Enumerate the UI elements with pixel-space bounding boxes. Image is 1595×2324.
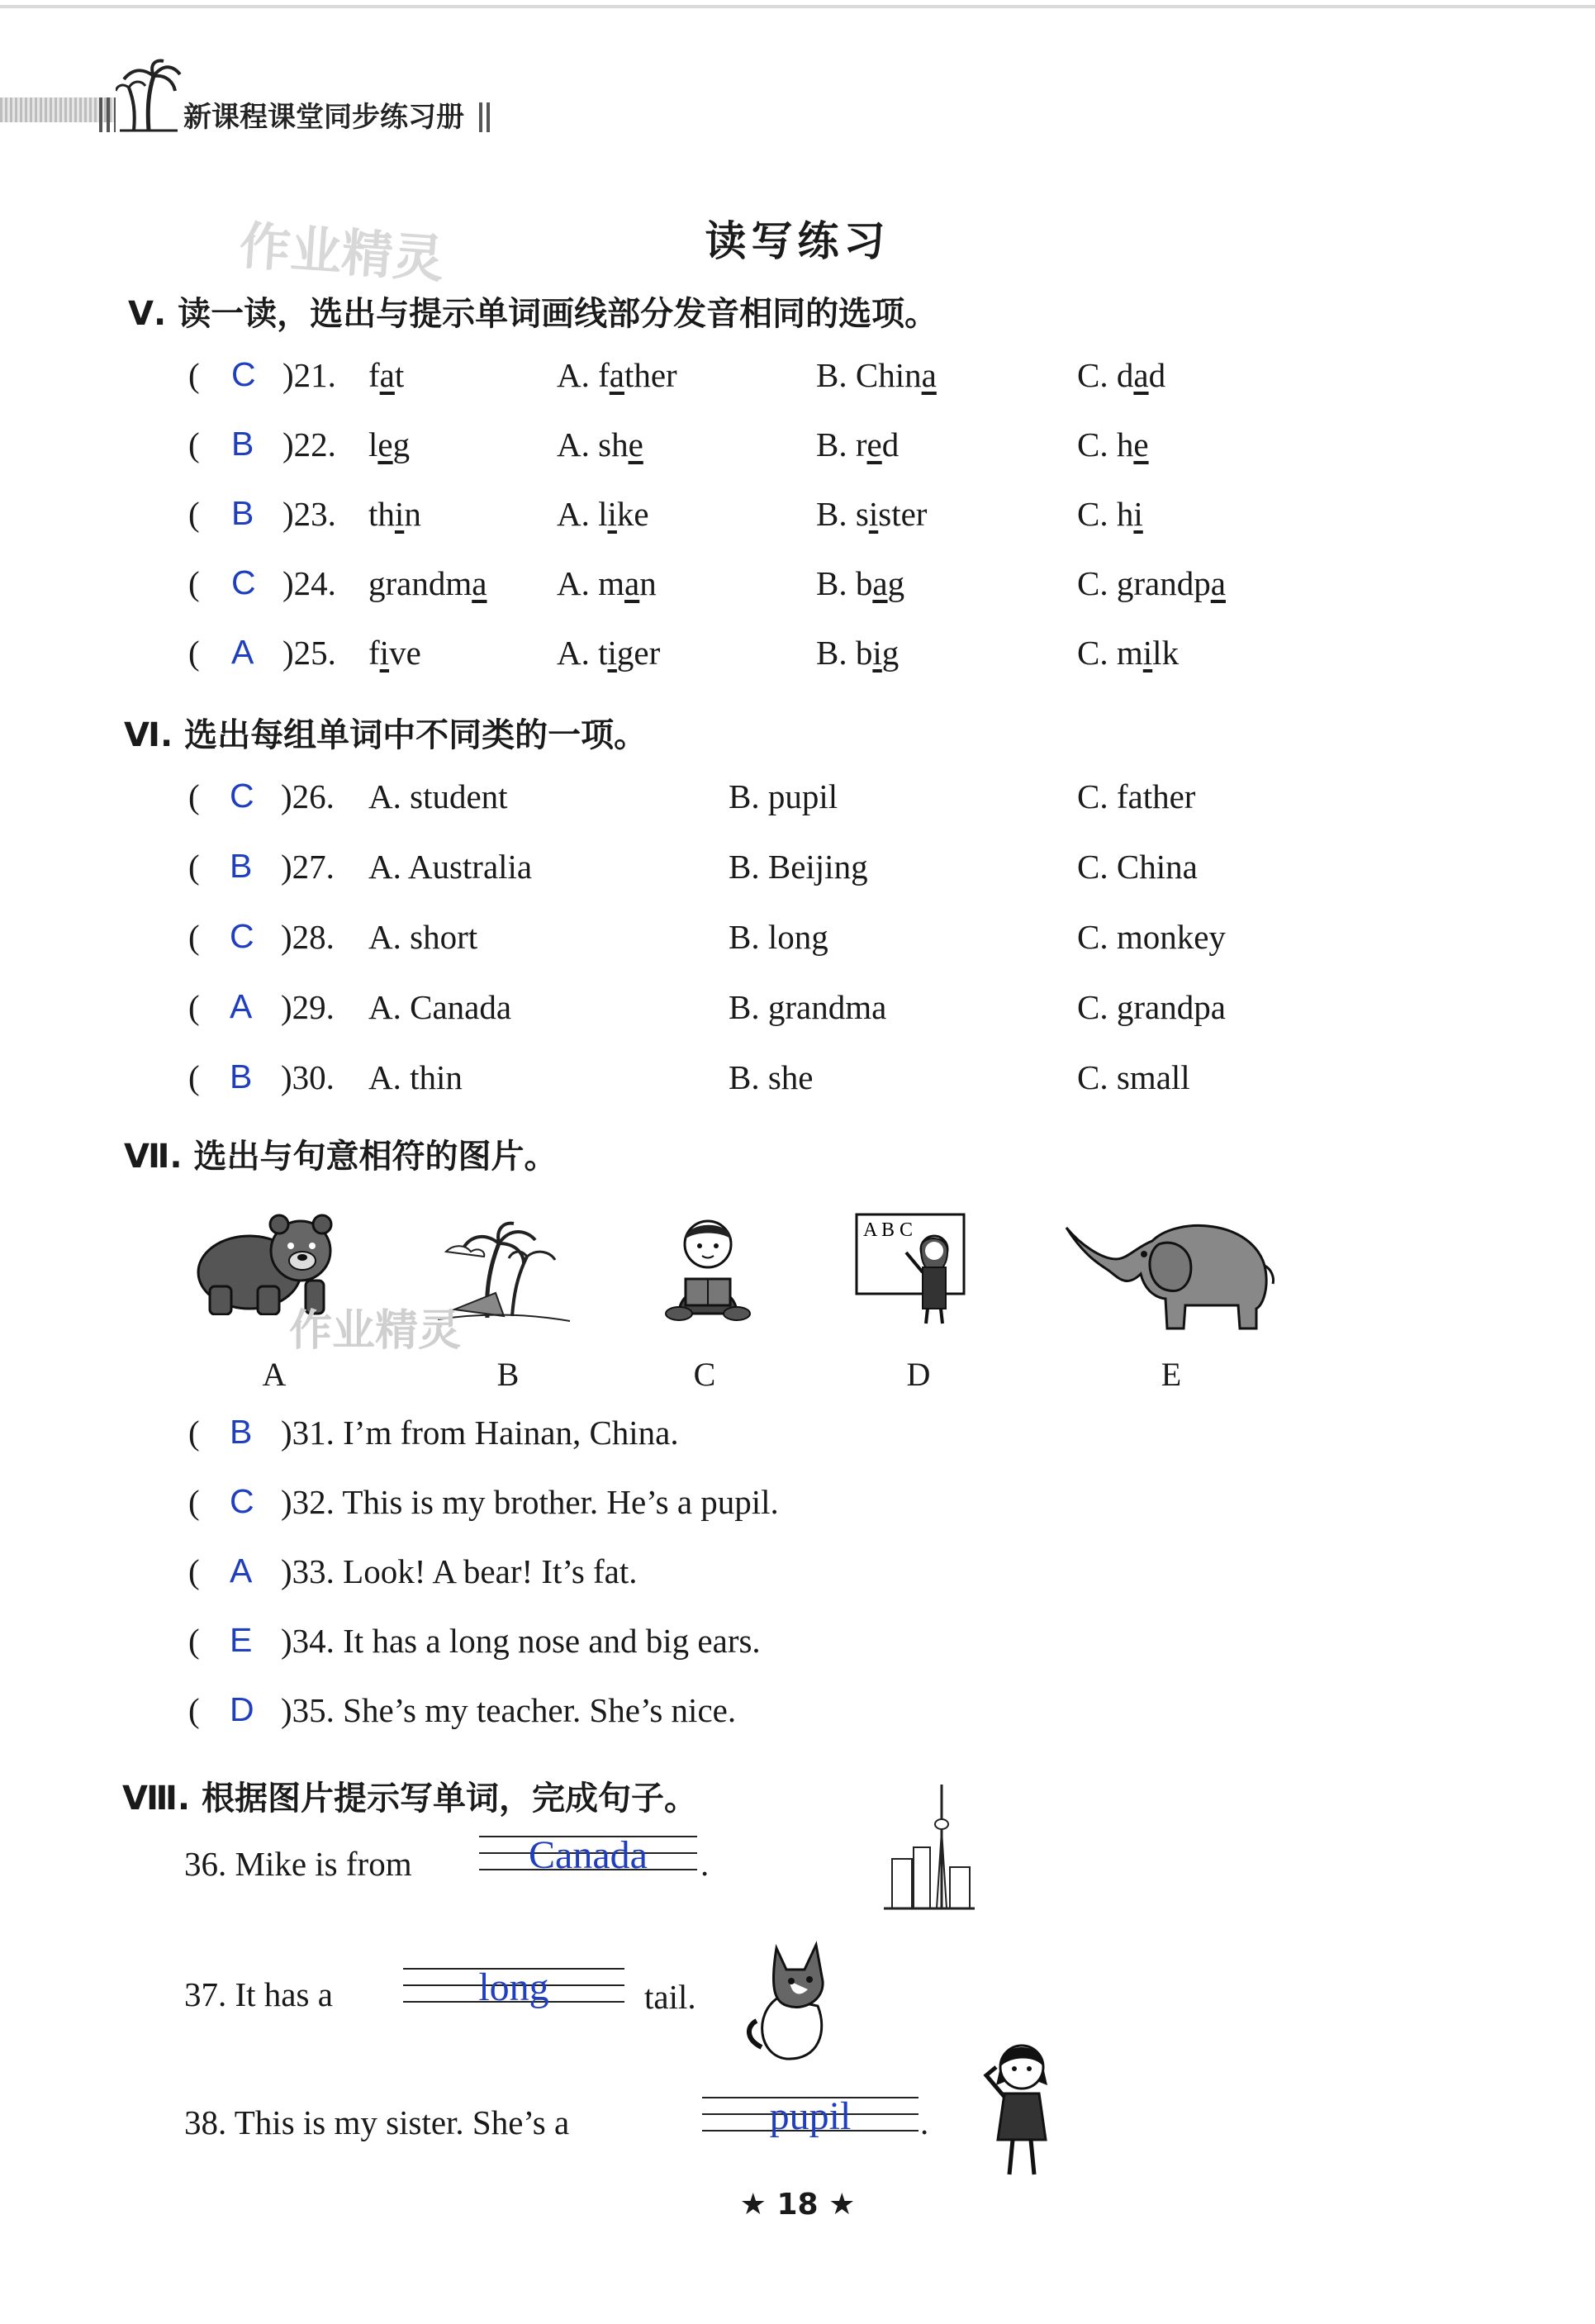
answer-letter[interactable]: A (230, 987, 253, 1025)
option-b: B. red (816, 425, 900, 463)
answer-letter[interactable]: C (230, 777, 254, 815)
option-a: A. she (557, 425, 643, 463)
question-text: )33. Look! A bear! It’s fat. (281, 1552, 638, 1590)
answer-letter[interactable]: C (231, 355, 256, 393)
part8-heading: Ⅷ. 根据图片提示写单词，完成句子。 (122, 1780, 698, 1818)
option-c: C. hi (1077, 495, 1143, 533)
section-title: 读写练习 (705, 217, 890, 265)
page-number: ★ 18 ★ (739, 2188, 856, 2222)
option-c: C. monkey (1077, 918, 1226, 956)
part6-heading: Ⅵ. 选出每组单词中不同类的一项。 (124, 716, 648, 754)
option-a: A. tiger (557, 634, 661, 672)
prompt-word-text: fat (368, 356, 405, 394)
prompt-word (368, 494, 421, 534)
q38-answer: pupil (769, 2094, 852, 2138)
option-b-word: bag (855, 564, 905, 602)
option-c-word: milk (1116, 634, 1180, 672)
answer-letter[interactable]: B (231, 494, 254, 532)
option-a-word: she (598, 425, 643, 463)
q36-answer: Canada (529, 1833, 648, 1877)
option-c-word-underlined: a (1133, 356, 1149, 394)
option-a: A. father (557, 356, 677, 394)
question-number: )23. (282, 495, 336, 533)
question-number: )27. (281, 848, 335, 886)
paren-open: ( (188, 356, 200, 394)
option-a: A. short (368, 918, 478, 956)
question-number: )21. (282, 356, 336, 394)
option-c-word: he (1116, 425, 1149, 463)
answer-letter[interactable]: B (230, 1057, 253, 1095)
watermark: 作业精灵 (237, 215, 446, 290)
option-a-word: tiger (598, 634, 661, 672)
option-b-word-underlined: a (872, 564, 888, 602)
option-b: B. big (816, 634, 900, 672)
option-b-word: red (855, 425, 900, 463)
prompt-word-text: grandma (368, 564, 487, 602)
answer-letter[interactable]: B (230, 847, 253, 885)
option-c: C. China (1077, 848, 1198, 886)
header-ticks (99, 97, 116, 132)
option-b-word-underlined: i (872, 634, 882, 672)
answer-letter[interactable]: A (231, 633, 254, 671)
option-a-word-underlined: i (607, 634, 617, 672)
option-c-word-underlined: e (1133, 425, 1149, 463)
girl-salute-icon (976, 2034, 1067, 2183)
paren-open: ( (188, 988, 200, 1026)
option-a-word: man (598, 564, 657, 602)
prompt-word-text-underlined: i (394, 495, 405, 533)
picture-label-b: B (496, 1356, 520, 1393)
header-bar (0, 97, 116, 122)
paren-open: ( (188, 918, 200, 956)
prompt-word-text: five (368, 634, 421, 672)
q36-answer-blank[interactable] (479, 1833, 697, 1877)
header-ticks-right (479, 102, 494, 132)
header-title: 新课程课堂同步练习册 (183, 101, 464, 134)
answer-letter[interactable]: C (230, 917, 254, 955)
paren-open: ( (188, 777, 200, 815)
answer-letter[interactable]: C (230, 1482, 254, 1520)
question-text: )31. I’m from Hainan, China. (281, 1414, 679, 1452)
question-number: )29. (281, 988, 335, 1026)
question-number: )26. (281, 777, 335, 815)
prompt-word-text-underlined: a (472, 564, 487, 602)
question-text: )34. It has a long nose and big ears. (281, 1622, 761, 1660)
option-a: A. like (557, 495, 649, 533)
option-b: B. she (729, 1058, 814, 1096)
prompt-word (368, 563, 487, 603)
option-c-word-underlined: a (1210, 564, 1226, 602)
part5-heading: Ⅴ. 读一读，选出与提示单词画线部分发音相同的选项。 (128, 295, 938, 333)
option-b-word-underlined: i (868, 495, 879, 533)
q37-answer-blank[interactable] (403, 1965, 624, 2009)
option-c-word: dad (1116, 356, 1166, 394)
question-number: )22. (282, 425, 336, 463)
option-a: A. Canada (368, 988, 512, 1026)
answer-letter[interactable]: D (230, 1690, 254, 1728)
question-number: )24. (282, 564, 336, 602)
q36-end: . (700, 1845, 710, 1883)
option-a: A. Australia (368, 848, 533, 886)
option-b: B. Beijing (729, 848, 868, 886)
paren-open: ( (188, 495, 200, 533)
top-border (0, 5, 1595, 8)
paren-open: ( (188, 634, 200, 672)
prompt-word-text: thin (368, 495, 421, 533)
question-text: )32. This is my brother. He’s a pupil. (281, 1483, 779, 1521)
question-number: )25. (282, 634, 336, 672)
picture-label-c: C (693, 1356, 716, 1393)
option-a-word-underlined: a (624, 564, 640, 602)
paren-open: ( (188, 848, 200, 886)
picture-label-e: E (1161, 1356, 1182, 1393)
option-b: B. bag (816, 564, 905, 602)
prompt-word-text-underlined: a (379, 356, 395, 394)
question-number: )30. (281, 1058, 335, 1096)
question-text: )35. She’s my teacher. She’s nice. (281, 1691, 737, 1729)
q37-end: tail. (644, 1978, 696, 2016)
prompt-word-text-underlined: e (377, 425, 393, 463)
option-c-word: grandpa (1116, 564, 1226, 602)
option-b: B. grandma (729, 988, 887, 1026)
q36-text: 36. Mike is from (184, 1845, 412, 1883)
paren-open: ( (188, 1483, 200, 1521)
option-c: C. small (1077, 1058, 1190, 1096)
q38-text: 38. This is my sister. She’s a (184, 2103, 570, 2141)
option-a: A. student (368, 777, 508, 815)
option-b-word-underlined: a (921, 356, 937, 394)
cat-icon (745, 1940, 836, 2064)
paren-open: ( (188, 564, 200, 602)
part7-heading: Ⅶ. 选出与句意相符的图片。 (124, 1138, 558, 1176)
option-c-word-underlined: i (1133, 495, 1143, 533)
paren-open: ( (188, 1691, 200, 1729)
paren-open: ( (188, 425, 200, 463)
option-b-word: China (855, 356, 937, 394)
teacher-board-icon (855, 1213, 967, 1325)
picture-label-d: D (906, 1356, 931, 1393)
option-b-word-underlined: e (866, 425, 882, 463)
paren-open: ( (188, 1414, 200, 1452)
q38-answer-blank[interactable] (702, 2094, 919, 2138)
prompt-word (368, 355, 404, 395)
option-b-word: big (855, 634, 900, 672)
board-text: A B C (863, 1219, 914, 1241)
prompt-word (368, 633, 421, 672)
palm-logo-icon (116, 58, 182, 132)
option-a-word: like (598, 495, 649, 533)
answer-letter[interactable]: B (231, 425, 254, 463)
q38-end: . (920, 2103, 929, 2141)
answer-letter[interactable]: E (230, 1621, 253, 1659)
boy-reading-icon (654, 1214, 762, 1322)
option-a-word-underlined: e (628, 425, 643, 463)
option-b: B. pupil (729, 777, 838, 815)
watermark-2: 作业精灵 (289, 1306, 462, 1356)
option-b-word: sister (855, 495, 928, 533)
option-c: C. dad (1077, 356, 1166, 394)
option-b: B. sister (816, 495, 928, 533)
option-c: C. milk (1077, 634, 1180, 672)
option-c: C. father (1077, 777, 1196, 815)
option-b: B. China (816, 356, 937, 394)
option-c: C. he (1077, 425, 1149, 463)
paren-open: ( (188, 1552, 200, 1590)
option-b: B. long (729, 918, 828, 956)
prompt-word-text: leg (368, 425, 411, 463)
answer-letter[interactable]: C (231, 563, 256, 601)
prompt-word (368, 425, 410, 464)
option-c-word: hi (1116, 495, 1143, 533)
option-c: C. grandpa (1077, 988, 1226, 1026)
city-tower-icon (884, 1785, 975, 1917)
option-c-word-underlined: i (1142, 634, 1153, 672)
answer-letter[interactable]: B (230, 1413, 253, 1451)
option-a: A. thin (368, 1058, 463, 1096)
answer-letter[interactable]: A (230, 1552, 253, 1590)
paren-open: ( (188, 1058, 200, 1096)
option-a: A. man (557, 564, 657, 602)
picture-label-a: A (262, 1356, 287, 1393)
q37-text: 37. It has a (184, 1975, 333, 2013)
option-a-word-underlined: a (609, 356, 624, 394)
question-number: )28. (281, 918, 335, 956)
paren-open: ( (188, 1622, 200, 1660)
prompt-word-text-underlined: i (379, 634, 390, 672)
option-c: C. grandpa (1077, 564, 1226, 602)
option-a-word-underlined: i (607, 495, 617, 533)
option-a-word: father (598, 356, 677, 394)
elephant-icon (1061, 1208, 1276, 1332)
q37-answer: long (478, 1965, 549, 2009)
